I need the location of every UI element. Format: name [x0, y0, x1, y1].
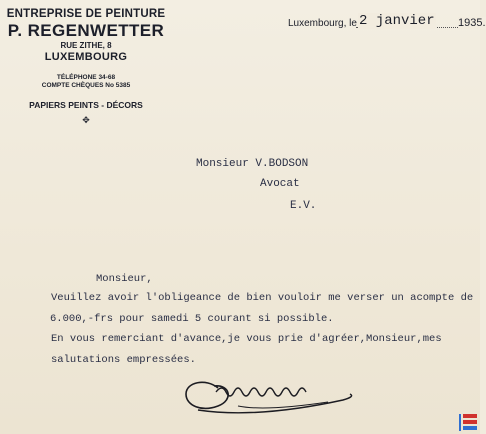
date-city: Luxembourg, le	[288, 18, 357, 29]
letterhead-account: COMPTE CHÈQUES No 5385	[41, 82, 131, 89]
signature	[178, 366, 358, 426]
archive-logo-icon	[458, 410, 478, 432]
letterhead-business-type: ENTREPRISE DE PEINTURE	[6, 8, 166, 20]
body-line-4: salutations empressées.	[51, 354, 196, 366]
date-handwritten: 2 janvier	[359, 13, 435, 29]
letterhead-services: PAPIERS PEINTS - DÉCORS	[29, 100, 143, 110]
letterhead-company-name: P. REGENWETTER	[7, 21, 165, 40]
letterhead-telephone: TÉLÉPHONE 34-68	[56, 74, 116, 81]
letterhead-city: LUXEMBOURG	[44, 51, 128, 63]
body-line-1: Veuillez avoir l'obligeance de bien vouloir me verser un acompte de	[51, 292, 474, 304]
letterhead	[6, 8, 166, 125]
letterhead-street: RUE ZITHE, 8	[60, 41, 112, 50]
recipient-location: E.V.	[290, 200, 317, 212]
salutation: Monsieur,	[96, 273, 153, 285]
ornament-icon: ✥	[82, 115, 90, 125]
body-line-3: En vous remerciant d'avance,je vous prie d'agréer,Monsieur,mes	[51, 333, 442, 345]
recipient-name: Monsieur V.BODSON	[196, 158, 309, 170]
date-line	[270, 13, 486, 32]
date-year: 1935.	[458, 17, 486, 29]
recipient-title: Avocat	[260, 178, 300, 190]
body-line-2: 6.000,-frs pour samedi 5 courant si possible.	[50, 313, 334, 325]
